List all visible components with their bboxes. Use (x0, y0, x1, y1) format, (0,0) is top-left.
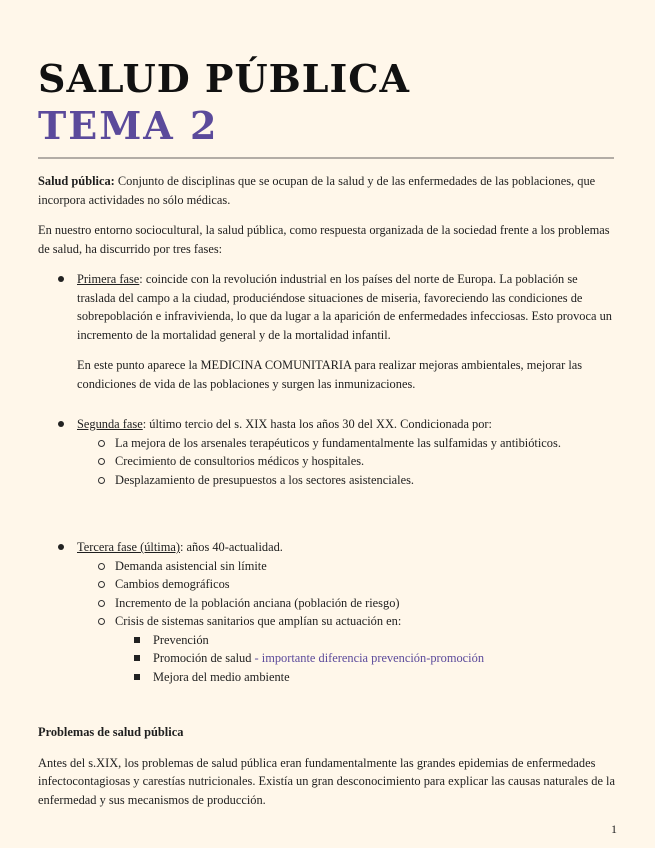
definition-paragraph (38, 172, 618, 209)
list-item: Promoción de salud - importante diferencia prevención-promoción (38, 649, 618, 668)
phase-1-label: Primera fase (77, 272, 140, 286)
document-body (38, 172, 618, 809)
problems-heading: Problemas de salud pública (38, 725, 184, 739)
intro-paragraph: En nuestro entorno sociocultural, la salud pública, como respuesta organizada de la sociedad frente a los problemas de salud, ha discurrido por tres fases: (38, 223, 610, 256)
list-item: La mejora de los arsenales terapéuticos y fundamentalmente las sulfamidas y antibióticos. (38, 434, 618, 453)
page-number: 1 (611, 822, 617, 836)
list-item: Desplazamiento de presupuestos a los sectores asistenciales. (38, 471, 618, 490)
phase-2-sublist (77, 434, 618, 490)
phase-3-item (38, 538, 618, 686)
problems-paragraph: Antes del s.XIX, los problemas de salud pública eran fundamentalmente las grandes epidemias de enfermedades infectocontagiosas y carestías nutricionales. Existía un gran desconocimiento para explicar las causas naturales de la enfermedad y sus mecanismos de producción. (38, 755, 615, 807)
definition-text: Conjunto de disciplinas que se ocupan de la salud y de las enfermedades de las poblaciones, que incorpora actividades no sólo médicas. (38, 174, 596, 207)
phase-1-note: En este punto aparece la MEDICINA COMUNITARIA para realizar mejoras ambientales, mejorar las condiciones de vida de las poblaciones y surgen las inmunizaciones. (77, 358, 583, 391)
list-item: Crecimiento de consultorios médicos y hospitales. (38, 452, 618, 471)
document-subtitle: TEMA 2 (38, 103, 219, 148)
phase-1-item (38, 270, 618, 393)
phase-2-label: Segunda fase (77, 417, 143, 431)
phase-3-sublist (77, 557, 618, 687)
list-item: Incremento de la población anciana (población de riesgo) (38, 594, 618, 613)
list-item: Demanda asistencial sin límite (38, 557, 618, 576)
phase-3-text: : años 40-actualidad. (180, 540, 283, 554)
document-title: SALUD PÚBLICA (38, 56, 410, 101)
list-item: Crisis de sistemas sanitarios que amplían su actuación en: Prevención Promoción de salud - importante diferencia prevención-promoción Mejora del medio ambiente (38, 612, 618, 686)
crisis-sublist (115, 631, 618, 687)
phase-2-text: : último tercio del s. XIX hasta los años 30 del XX. Condicionada por: (142, 417, 493, 431)
list-item: Cambios demográficos (38, 575, 618, 594)
list-item: Mejora del medio ambiente (38, 668, 618, 687)
phase-2-item (38, 415, 618, 489)
phases-list (38, 270, 618, 686)
phase-1-text: : coincide con la revolución industrial en los países del norte de Europa. La población se traslada del campo a la ciudad, produciéndose situaciones de miseria, favoreciendo las condiciones de sobrepoblación e infravivienda, lo que da lugar a la aparición de enfermedades infecciosas. Esto provoca un incremento de la mortalidad general y de la mortalidad infantil. (77, 272, 612, 342)
phase-3-label: Tercera fase (última) (77, 540, 181, 554)
list-item: Prevención (38, 631, 618, 650)
title-divider (38, 157, 614, 159)
promotion-note: - importante diferencia prevención-promoción (251, 651, 485, 665)
definition-term: Salud pública: (38, 174, 115, 188)
